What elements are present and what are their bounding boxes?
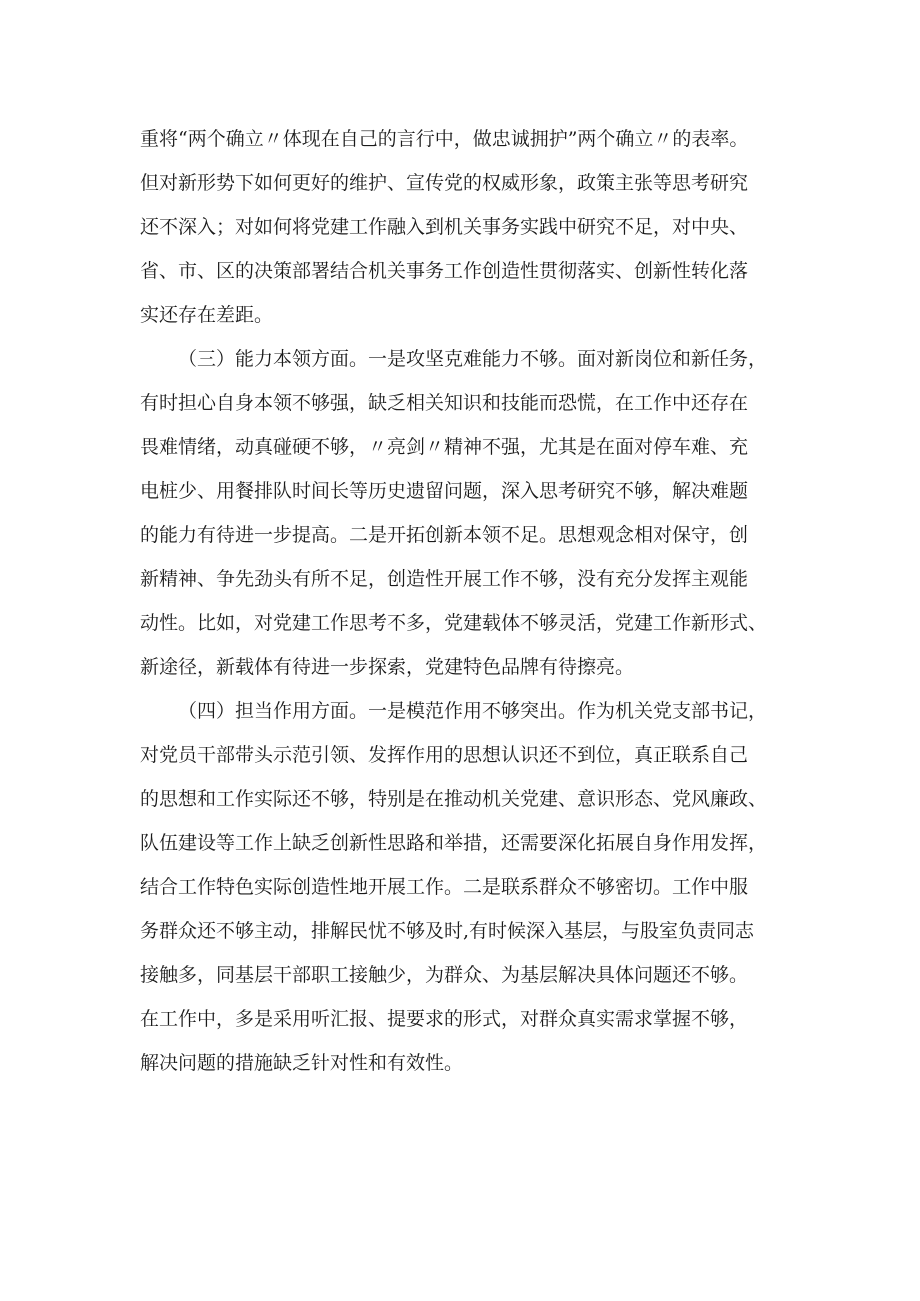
- text-line: 在工作中，多是采用听汇报、提要求的形式，对群众真实需求掌握不够，: [140, 1008, 749, 1030]
- text-line: 畏难情绪，动真碰硬不够，〃亮剑〃精神不强，尤其是在面对停车难、充: [140, 436, 749, 458]
- text-line: 对党员干部带头示范引领、发挥作用的思想认识还不到位，真正联系自己: [140, 744, 749, 766]
- text-line-indented: （三）能力本领方面。一是攻坚克难能力不够。面对新岗位和新任务，: [178, 348, 768, 370]
- text-line: 队伍建设等工作上缺乏创新性思路和举措，还需要深化拓展自身作用发挥，: [140, 832, 768, 854]
- text-line: 解决问题的措施缺乏针对性和有效性。: [140, 1052, 464, 1074]
- paragraph-responsibility: [140, 689, 810, 1085]
- text-line: 接触多，同基层干部职工接触少，为群众、为基层解决具体问题还不够。: [140, 964, 749, 986]
- text-line: 重将“两个确立〃体现在自己的言行中，做忠诚拥护”两个确立〃的表率。: [140, 128, 749, 150]
- text-line: 结合工作特色实际创造性地开展工作。二是联系群众不够密切。工作中服: [140, 876, 749, 898]
- text-line: 新途径，新载体有待进一步探索，党建特色品牌有待擦亮。: [140, 656, 635, 678]
- text-line: 新精神、争先劲头有所不足，创造性开展工作不够，没有充分发挥主观能: [140, 568, 749, 590]
- text-line-indented: （四）担当作用方面。一是模范作用不够突出。作为机关党支部书记，: [178, 700, 768, 722]
- text-line: 有时担心自身本领不够强，缺乏相关知识和技能而恐慌，在工作中还存在: [140, 392, 749, 414]
- text-line: 省、市、区的决策部署结合机关事务工作创造性贯彻落实、创新性转化落: [140, 260, 749, 282]
- text-line: 还不深入；对如何将党建工作融入到机关事务实践中研究不足，对中央、: [140, 216, 749, 238]
- text-line: 电桩少、用餐排队时间长等历史遗留问题，深入思考研究不够，解决难题: [140, 480, 749, 502]
- text-line: 的思想和工作实际还不够，特别是在推动机关党建、意识形态、党风廉政、: [140, 788, 768, 810]
- text-line: 务群众还不够主动，排解民忧不够及时,有时候深入基层，与股室负责同志: [140, 920, 755, 942]
- text-line: 的能力有待进一步提高。二是开拓创新本领不足。思想观念相对保守，创: [140, 524, 749, 546]
- text-line: 实还存在差距。: [140, 304, 274, 326]
- paragraph-continuation: [140, 117, 810, 337]
- document-body: [140, 117, 810, 1085]
- text-line: 动性。比如，对党建工作思考不多，党建载体不够灵活，党建工作新形式、: [140, 612, 768, 634]
- paragraph-ability: [140, 337, 810, 689]
- text-line: 但对新形势下如何更好的维护、宣传党的权威形象，政策主张等思考研究: [140, 172, 749, 194]
